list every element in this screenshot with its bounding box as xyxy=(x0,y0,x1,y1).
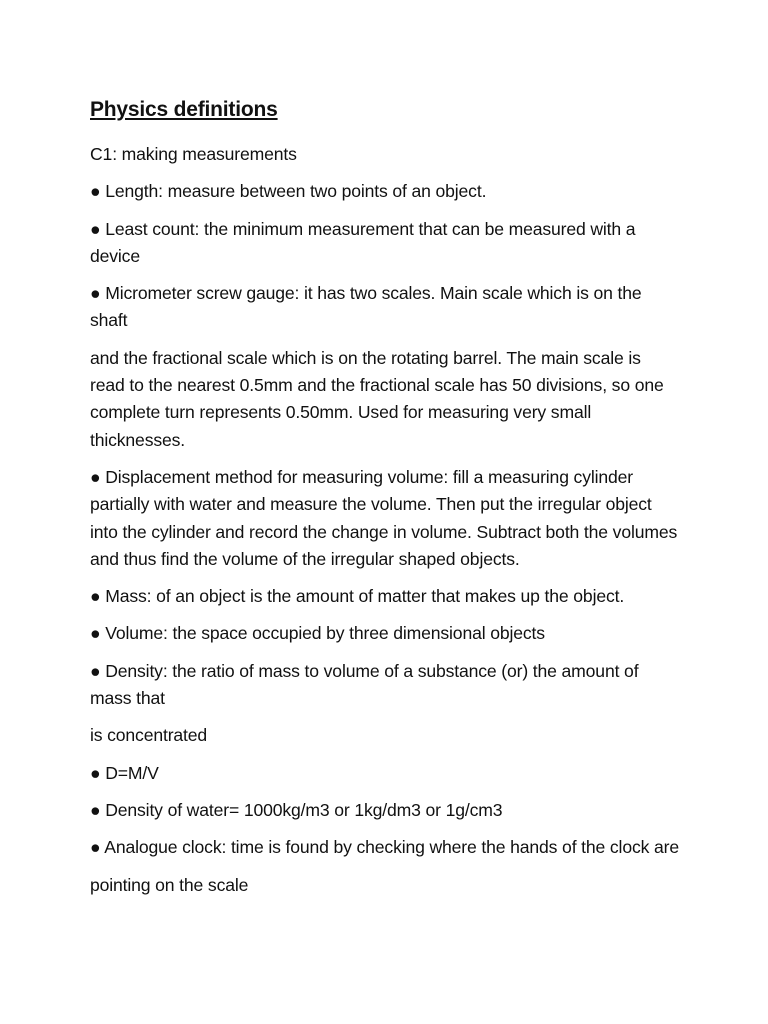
paragraph-length: ● Length: measure between two points of an object. xyxy=(90,181,487,202)
page-title: Physics definitions xyxy=(90,98,278,121)
paragraph-micrometer: ● Micrometer screw gauge: it has two scales. Main scale which is on the shaft xyxy=(90,283,642,331)
paragraph-least-count: ● Least count: the minimum measurement that can be measured with a device xyxy=(90,218,636,266)
document-page xyxy=(90,96,680,909)
paragraph-density-formula: ● D=M/V xyxy=(90,762,159,783)
paragraph-displacement-method: ● Displacement method for measuring volume: fill a measuring cylinder partially with water and measure the volume. Then put the irregular object into the cylinder and record the change in volume. Subtract both the volumes and thus find the volume of the irregular shaped objects. xyxy=(90,466,678,569)
paragraph-density: ● Density: the ratio of mass to volume of a substance (or) the amount of mass that xyxy=(90,660,639,709)
section-heading: C1: making measurements xyxy=(90,144,297,164)
paragraph-pointing-on-scale: pointing on the scale xyxy=(90,874,249,895)
paragraph-fractional-scale: and the fractional scale which is on the rotating barrel. The main scale is read to the nearest 0.5mm and the fractional scale has 50 divisions, so one complete turn represents 0.50mm. Used for measuring very small thicknesses. xyxy=(90,347,664,450)
paragraph-concentrated: is concentrated xyxy=(90,725,208,746)
paragraph-analogue-clock: ● Analogue clock: time is found by checking where the hands of the clock are xyxy=(90,837,679,858)
paragraph-mass: ● Mass: of an object is the amount of matter that makes up the object. xyxy=(90,586,625,607)
paragraph-density-of-water: ● Density of water= 1000kg/m3 or 1kg/dm3 or 1g/cm3 xyxy=(90,799,503,820)
paragraph-volume: ● Volume: the space occupied by three dimensional objects xyxy=(90,623,545,644)
